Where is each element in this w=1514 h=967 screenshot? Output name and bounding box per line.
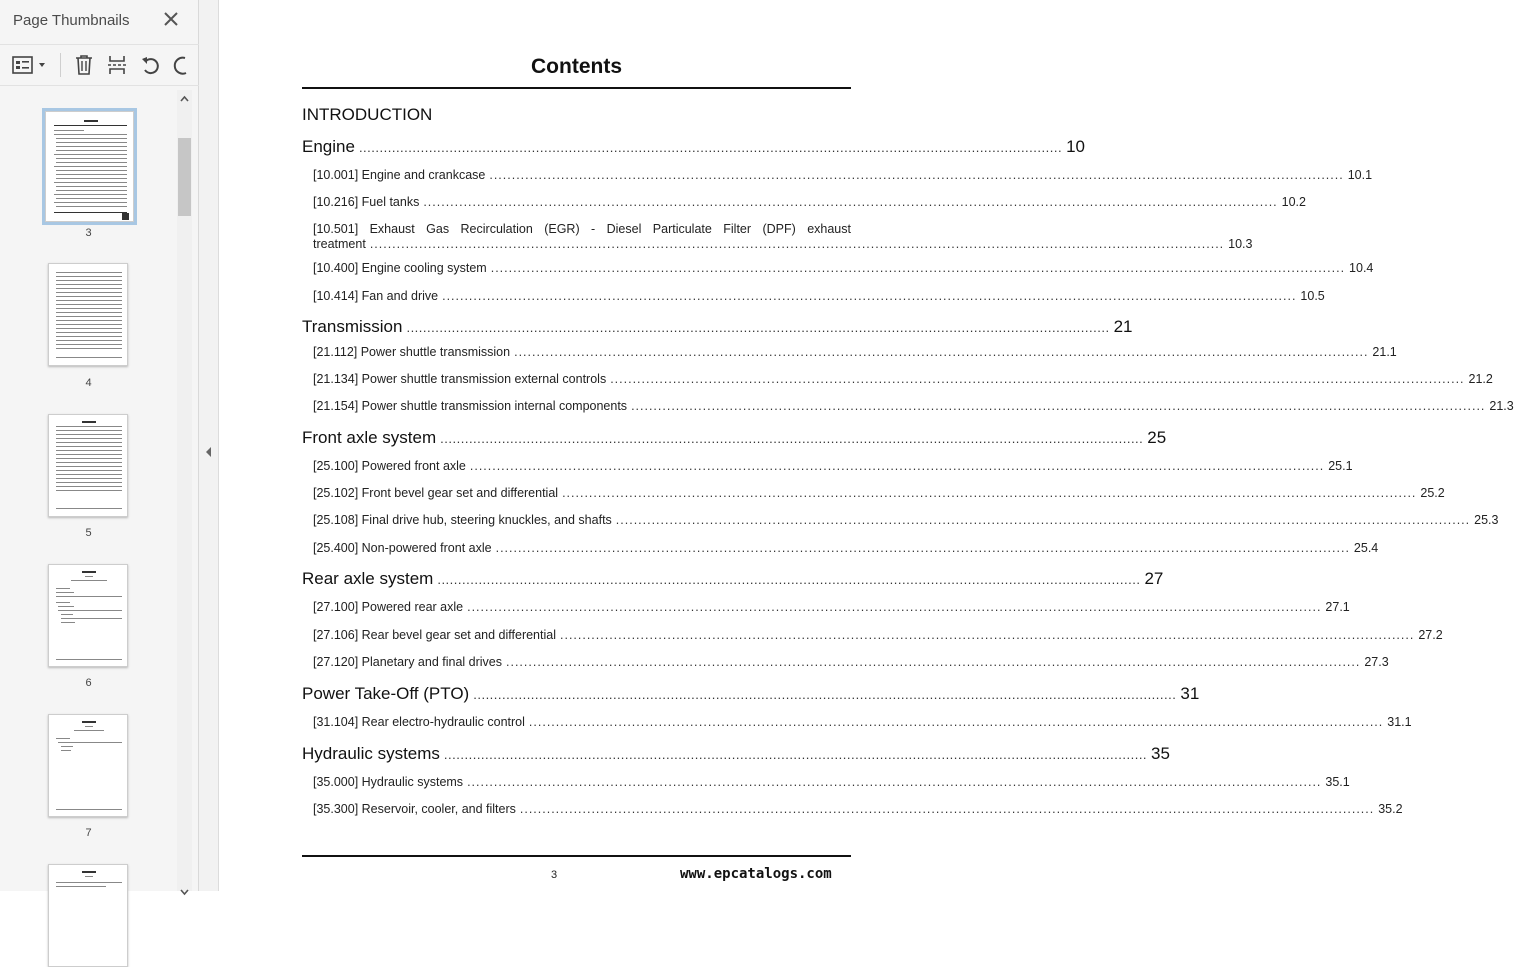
section-title: Engine	[302, 137, 355, 156]
entry-title: [10.414] Fan and drive	[313, 289, 439, 303]
contents-title: Contents	[531, 55, 622, 78]
entry-title: [31.104] Rear electro-hydraulic control	[313, 715, 525, 729]
entry-title: [25.100] Powered front axle	[313, 459, 466, 473]
section-page: 31	[1180, 684, 1200, 703]
toc-entry[interactable]	[313, 222, 1253, 252]
page-number: 3	[551, 869, 558, 881]
toc-entry[interactable]	[313, 655, 1389, 669]
dot-leader: ...............................................................................................................................................................................................	[467, 775, 1322, 789]
entry-title: [25.400] Non-powered front axle	[313, 541, 492, 555]
entry-page: 35.2	[1378, 802, 1403, 816]
section-page: 10	[1066, 137, 1085, 156]
dot-leader: ...............................................................................................................................................................................................	[469, 459, 1325, 473]
entry-page: 35.1	[1325, 775, 1350, 789]
toc-entry[interactable]	[313, 775, 1350, 789]
toc-section-hydraulic[interactable]	[302, 744, 1170, 764]
entry-title: [21.154] Power shuttle transmission internal components	[313, 399, 628, 413]
toolbar-separator	[60, 53, 61, 77]
entry-title: [27.100] Powered rear axle	[313, 600, 464, 614]
toc-section-transmission[interactable]	[302, 317, 1133, 337]
collapse-panel-icon[interactable]	[205, 446, 213, 458]
dot-leader: ...............................................................................................................................................................................................	[528, 715, 1384, 729]
footer-rule	[302, 855, 851, 857]
title-rule	[302, 87, 851, 89]
dot-leader: ...............................................................................................................................................................................................	[495, 541, 1350, 555]
dot-leader: ...............................................................................................................................................................................................	[490, 261, 1346, 275]
toc-entry[interactable]	[313, 345, 1397, 359]
rotate-ccw-icon	[139, 53, 163, 77]
dot-leader: ...............................................................................................................................................................................................	[615, 513, 1471, 527]
thumbnail-page-4[interactable]	[48, 263, 128, 366]
chevron-up-icon	[177, 92, 192, 106]
dot-leader: ...............................................................................................................................................................................................	[519, 802, 1375, 816]
toc-entry[interactable]	[313, 399, 1514, 413]
toc-entry[interactable]	[313, 802, 1403, 816]
entry-page: 10.2	[1281, 195, 1306, 209]
entry-title: [10.216] Fuel tanks	[313, 195, 420, 209]
toc-introduction[interactable]: INTRODUCTION	[302, 105, 433, 124]
entry-title-continued: treatment	[313, 237, 366, 251]
entry-page: 25.2	[1420, 486, 1445, 500]
dot-leader: ...........................................................................................................................................................................	[443, 747, 1148, 762]
dot-leader: ...............................................................................................................................................................................................	[423, 195, 1278, 209]
dot-leader: ...............................................................................................................................................................................................	[514, 345, 1369, 359]
toc-entry[interactable]	[313, 195, 1306, 209]
scrollbar-thumb[interactable]	[178, 138, 191, 216]
dot-leader: ...........................................................................................................................................................................	[440, 431, 1144, 446]
rotate-cw-icon	[172, 53, 196, 77]
extract-pages-button[interactable]	[105, 53, 129, 77]
toc-section-rear-axle[interactable]	[302, 569, 1164, 589]
entry-page: 10.3	[1228, 237, 1253, 251]
extract-icon	[105, 53, 129, 77]
entry-page: 10.4	[1349, 261, 1374, 275]
section-title: Power Take-Off (PTO)	[302, 684, 470, 703]
dot-leader: ...............................................................................................................................................................................................	[467, 600, 1322, 614]
chevron-down-icon	[177, 888, 192, 896]
scroll-down-button[interactable]	[177, 883, 192, 891]
entry-title: [27.120] Planetary and final drives	[313, 655, 503, 669]
toc-entry[interactable]	[313, 628, 1443, 642]
entry-page: 10.5	[1300, 289, 1325, 303]
section-title: Front axle system	[302, 428, 437, 447]
page-thumbnails-panel	[0, 0, 199, 891]
thumbnail-page-6[interactable]	[48, 564, 128, 667]
section-page: 27	[1144, 569, 1164, 588]
entry-page: 31.1	[1387, 715, 1412, 729]
thumbnail-toolbar	[0, 44, 199, 86]
thumbnail-page-8[interactable]	[48, 864, 128, 967]
section-page: 21	[1113, 317, 1133, 336]
thumbnail-page-3[interactable]	[45, 111, 134, 222]
toc-section-engine[interactable]	[302, 137, 1085, 157]
toc-entry[interactable]	[313, 541, 1379, 555]
rotate-counterclockwise-button[interactable]	[139, 53, 163, 77]
thumbnail-page-5[interactable]	[48, 414, 128, 517]
section-title: Hydraulic systems	[302, 744, 440, 763]
thumbnail-options-button[interactable]	[11, 53, 49, 77]
entry-page: 27.2	[1418, 628, 1443, 642]
thumbnail-label: 7	[85, 827, 92, 839]
thumbnail-label: 4	[85, 377, 92, 389]
watermark: www.epcatalogs.com	[680, 866, 832, 882]
thumbnail-page-7[interactable]	[48, 714, 128, 817]
dot-leader: ...............................................................................................................................................................................................	[631, 399, 1486, 413]
options-icon	[11, 53, 49, 77]
toc-entry[interactable]	[313, 486, 1445, 500]
entry-page: 21.2	[1468, 372, 1493, 386]
thumbnail-label: 6	[85, 677, 92, 689]
thumbnail-scrollbar[interactable]	[177, 90, 192, 891]
entry-title: [25.102] Front bevel gear set and differential	[313, 486, 559, 500]
rotate-clockwise-button[interactable]	[172, 53, 188, 77]
dot-leader: ...............................................................................................................................................................................................	[610, 372, 1465, 386]
toc-entry[interactable]	[313, 261, 1374, 275]
toc-section-pto[interactable]	[302, 684, 1200, 704]
thumbnail-label: 5	[85, 527, 92, 539]
entry-page: 27.3	[1364, 655, 1389, 669]
entry-title: [35.300] Reservoir, cooler, and filters	[313, 802, 516, 816]
entry-title: [27.106] Rear bevel gear set and differential	[313, 628, 556, 642]
delete-pages-button[interactable]	[72, 53, 96, 77]
toc-entry[interactable]	[313, 168, 1373, 182]
section-title: Transmission	[302, 317, 403, 336]
entry-page: 25.1	[1328, 459, 1353, 473]
dot-leader: ...............................................................................................................................................................................................	[369, 237, 1225, 251]
delete-icon	[72, 53, 96, 77]
toc-entry[interactable]	[313, 600, 1350, 614]
section-page: 35	[1151, 744, 1170, 763]
section-title: Rear axle system	[302, 569, 434, 588]
toc-entry[interactable]	[313, 459, 1353, 473]
dot-leader: ...........................................................................................................................................................................	[437, 572, 1141, 587]
entry-title: [25.108] Final drive hub, steering knuckles, and shafts	[313, 513, 612, 527]
entry-title: [21.134] Power shuttle transmission external controls	[313, 372, 607, 386]
dot-leader: ...........................................................................................................................................................................	[358, 140, 1063, 155]
entry-page: 21.1	[1372, 345, 1397, 359]
thumbnail-list[interactable]	[0, 90, 177, 891]
entry-page: 25.3	[1474, 513, 1499, 527]
panel-splitter[interactable]	[199, 0, 219, 891]
entry-page: 25.4	[1353, 541, 1379, 555]
section-page: 25	[1147, 428, 1167, 447]
entry-page: 21.3	[1489, 399, 1514, 413]
dot-leader: ...............................................................................................................................................................................................	[562, 486, 1417, 500]
close-panel-button[interactable]	[161, 8, 181, 30]
entry-title: [10.501] Exhaust Gas Recirculation (EGR) - Diesel Particulate Filter (DPF) exhaust	[313, 222, 851, 236]
entry-title: [35.000] Hydraulic systems	[313, 775, 464, 789]
toc-entry[interactable]	[313, 289, 1325, 303]
document-page	[220, 0, 1514, 891]
thumbnail-label: 3	[85, 227, 92, 239]
toc-entry[interactable]	[313, 513, 1499, 527]
entry-title: [10.001] Engine and crankcase	[313, 168, 486, 182]
toc-entry[interactable]	[313, 715, 1412, 729]
dot-leader: ...............................................................................................................................................................................................	[506, 655, 1361, 669]
toc-section-front-axle[interactable]	[302, 428, 1167, 448]
entry-title: [10.400] Engine cooling system	[313, 261, 487, 275]
panel-title: Page Thumbnails	[13, 12, 130, 29]
entry-page: 27.1	[1325, 600, 1350, 614]
entry-title: [21.112] Power shuttle transmission	[313, 345, 511, 359]
dot-leader: ...........................................................................................................................................................................	[473, 687, 1177, 702]
toc-entry[interactable]	[313, 372, 1493, 386]
scroll-up-button[interactable]	[177, 92, 192, 106]
dot-leader: ...............................................................................................................................................................................................	[489, 168, 1344, 182]
dot-leader: ...............................................................................................................................................................................................	[442, 289, 1297, 303]
dot-leader: ...........................................................................................................................................................................	[406, 320, 1110, 335]
dot-leader: ...............................................................................................................................................................................................	[560, 628, 1415, 642]
close-icon	[161, 8, 181, 30]
entry-page: 10.1	[1347, 168, 1373, 182]
